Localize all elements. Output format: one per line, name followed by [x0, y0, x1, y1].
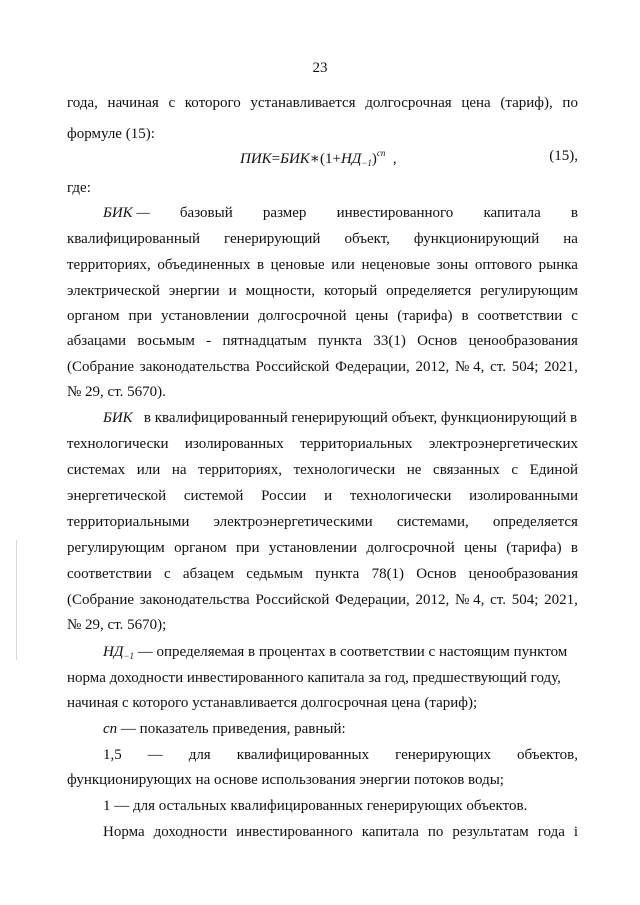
word: долгосрочная: [365, 95, 452, 111]
text-line: начиная с которого устанавливается долгосрочная цена (тариф);: [67, 695, 478, 711]
word: квалифицированных: [236, 747, 370, 763]
text-line: [103, 720, 578, 739]
formula-15: [240, 148, 397, 168]
word: генерирующий: [223, 231, 321, 247]
word: пункта: [315, 566, 360, 582]
word: Основ: [417, 333, 458, 349]
formula-nd-sub: −1: [361, 158, 372, 168]
formula-nd: НД: [340, 151, 362, 167]
word: территориальными: [67, 514, 190, 530]
word: законодательства: [139, 592, 250, 608]
word: БИК —: [103, 205, 150, 221]
word: восьмым: [137, 333, 195, 349]
word: и: [228, 283, 237, 299]
word: системах: [67, 462, 126, 478]
word: регулирующим: [67, 540, 165, 556]
text-line: где:: [67, 180, 91, 196]
text-span: в квалифицированный генерирующий объект, функционирующий в: [143, 410, 578, 426]
word: цены: [355, 308, 389, 324]
formula-mul: ∗: [309, 151, 320, 167]
word: —: [147, 747, 163, 763]
text-line: [103, 643, 578, 666]
word: начиная: [107, 95, 159, 111]
word: объединенных: [157, 257, 251, 273]
text-line: 1 — для остальных квалифицированных генерирующих объектов.: [103, 798, 528, 814]
term-nd: НД: [103, 644, 124, 660]
word: ценовые: [270, 257, 325, 273]
formula-one-plus: 1+: [324, 151, 341, 167]
text-span: — показатель приведения, равный:: [117, 721, 346, 737]
word: капитала: [483, 205, 541, 221]
word: Основ: [416, 566, 457, 582]
equation-number: (15),: [549, 148, 578, 164]
page-number: 23: [312, 60, 328, 76]
word: энергии: [168, 283, 220, 299]
word: 2021,: [544, 592, 578, 608]
word: инвестированного: [336, 205, 454, 221]
word: территориях,: [198, 462, 282, 478]
word: с: [511, 462, 518, 478]
formula-exponent: cn: [376, 148, 386, 158]
word: Федерации,: [335, 359, 410, 375]
word: № 4,: [455, 592, 485, 608]
word: инвестированного: [236, 824, 353, 840]
word: 504;: [511, 359, 539, 375]
text-line: [103, 409, 578, 428]
term-bik: БИК: [103, 410, 133, 426]
text-line: № 29, ст. 5670);: [67, 617, 167, 633]
word: законодательства: [139, 359, 250, 375]
word: и: [324, 488, 333, 504]
word: года,: [67, 95, 98, 111]
word: в: [570, 540, 578, 556]
word: Единой: [529, 462, 578, 478]
text-line: [103, 204, 578, 223]
word: при: [128, 308, 153, 324]
word: которого: [184, 95, 241, 111]
word: устанавливается: [250, 95, 356, 111]
text-line: функционирующих на основе использования энергии потоков воды;: [67, 772, 504, 788]
word: Федерации,: [335, 592, 410, 608]
word: электрической: [67, 283, 160, 299]
word: рынка: [538, 257, 578, 273]
formula-comma: ,: [392, 151, 397, 167]
word: или: [136, 462, 161, 478]
word: абзацами: [67, 333, 127, 349]
text-line: [67, 513, 578, 532]
word: в: [256, 257, 265, 273]
formula-paren: (: [319, 151, 325, 167]
word: 2012,: [415, 359, 450, 375]
word: электроэнергетических: [428, 436, 578, 452]
word: России: [261, 488, 307, 504]
word: генерирующих: [395, 747, 492, 763]
word: для: [188, 747, 211, 763]
word: на: [171, 462, 187, 478]
word: связанных: [433, 462, 500, 478]
word: определяется: [492, 514, 578, 530]
word: зоны: [436, 257, 469, 273]
scan-margin-mark: [16, 540, 17, 660]
word: Норма: [103, 824, 145, 840]
word: i: [573, 824, 578, 840]
word: ценообразования: [468, 566, 578, 582]
word: системами,: [396, 514, 469, 530]
word: цены: [464, 540, 497, 556]
word: года: [537, 824, 565, 840]
text-line: [103, 746, 578, 765]
word: территориях,: [67, 257, 151, 273]
text-span: — определяемая в процентах в соответствии с настоящим пунктом: [133, 644, 568, 660]
word: с: [168, 95, 176, 111]
word: доходности: [153, 824, 228, 840]
word: Российской: [255, 359, 330, 375]
text-line: [67, 435, 578, 454]
text-line: [67, 332, 578, 351]
formula-lhs: ПИК: [240, 151, 272, 167]
word: пятнадцатым: [222, 333, 307, 349]
word: соответствии: [67, 566, 152, 582]
text-line: [67, 94, 578, 113]
text-line: [67, 487, 578, 506]
word: Российской: [255, 592, 330, 608]
word: долгосрочной: [366, 540, 455, 556]
text-line: [67, 461, 578, 480]
word: 2012,: [415, 592, 450, 608]
word: неценовые: [361, 257, 431, 273]
word: изолированных: [184, 436, 284, 452]
word: по: [562, 95, 578, 111]
word: при: [235, 540, 260, 556]
word: технологически: [293, 462, 396, 478]
text-line: [67, 256, 578, 275]
text-line: [67, 591, 578, 610]
text-line: [67, 282, 578, 301]
word: -: [206, 333, 212, 349]
word: капитала: [361, 824, 419, 840]
word: квалифицированный: [67, 231, 200, 247]
word: электроэнергетическими: [213, 514, 373, 530]
word: на: [563, 231, 578, 247]
text-line: [67, 307, 578, 326]
word: органом: [174, 540, 227, 556]
word: 78(1): [371, 566, 405, 582]
word: энергетической: [67, 488, 167, 504]
text-line: [67, 358, 578, 377]
text-line: № 29, ст. 5670).: [67, 384, 166, 400]
word: мощности,: [245, 283, 316, 299]
word: установлении: [160, 308, 250, 324]
word: технологически: [349, 488, 452, 504]
text-line: [67, 565, 578, 584]
word: не: [406, 462, 422, 478]
text-line: [103, 823, 578, 842]
word: технологически: [67, 436, 169, 452]
word: пункта: [317, 333, 363, 349]
word: установлении: [268, 540, 358, 556]
word: оптового: [474, 257, 532, 273]
word: (Собрание: [67, 592, 135, 608]
word: (Собрание: [67, 359, 135, 375]
text-line: норма доходности инвестированного капитала за год, предшествующий году,: [67, 670, 561, 686]
word: 504;: [511, 592, 539, 608]
word: изолированными: [469, 488, 578, 504]
word: долгосрочной: [258, 308, 347, 324]
word: регулирующим: [480, 283, 578, 299]
formula-paren: ): [371, 151, 377, 167]
word: органом: [67, 308, 120, 324]
word: который: [323, 283, 378, 299]
word: функционирующий: [413, 231, 540, 247]
word: ценообразования: [468, 333, 578, 349]
word: базовый: [179, 205, 233, 221]
word: или: [331, 257, 355, 273]
word: ст.: [490, 592, 506, 608]
formula-eq: =: [271, 151, 281, 167]
word: абзацем: [182, 566, 234, 582]
word: объект,: [344, 231, 390, 247]
word: территориальных: [300, 436, 413, 452]
word: с: [164, 566, 171, 582]
word: (тарифа): [397, 308, 453, 324]
word: результатам: [452, 824, 529, 840]
word: ст.: [490, 359, 506, 375]
word: 2021,: [544, 359, 578, 375]
word: 33(1): [373, 333, 406, 349]
word: объектов,: [517, 747, 578, 763]
word: в: [461, 308, 469, 324]
word: 1,5: [103, 747, 122, 763]
word: (тариф),: [500, 95, 553, 111]
word: соответствии: [477, 308, 563, 324]
word: седьмым: [246, 566, 304, 582]
word: определяется: [386, 283, 472, 299]
text-line: [67, 230, 578, 249]
text-line: [67, 539, 578, 558]
word: цена: [461, 95, 491, 111]
text-line: формуле (15):: [67, 126, 155, 142]
word: № 4,: [455, 359, 485, 375]
word: с: [571, 308, 578, 324]
term-nd-sub: −1: [123, 651, 134, 661]
word: размер: [262, 205, 307, 221]
word: по: [427, 824, 444, 840]
formula-bik: БИК: [280, 151, 310, 167]
word: (тарифа): [506, 540, 562, 556]
word: системой: [183, 488, 244, 504]
term-cn: cn: [103, 721, 118, 737]
word: в: [570, 205, 578, 221]
